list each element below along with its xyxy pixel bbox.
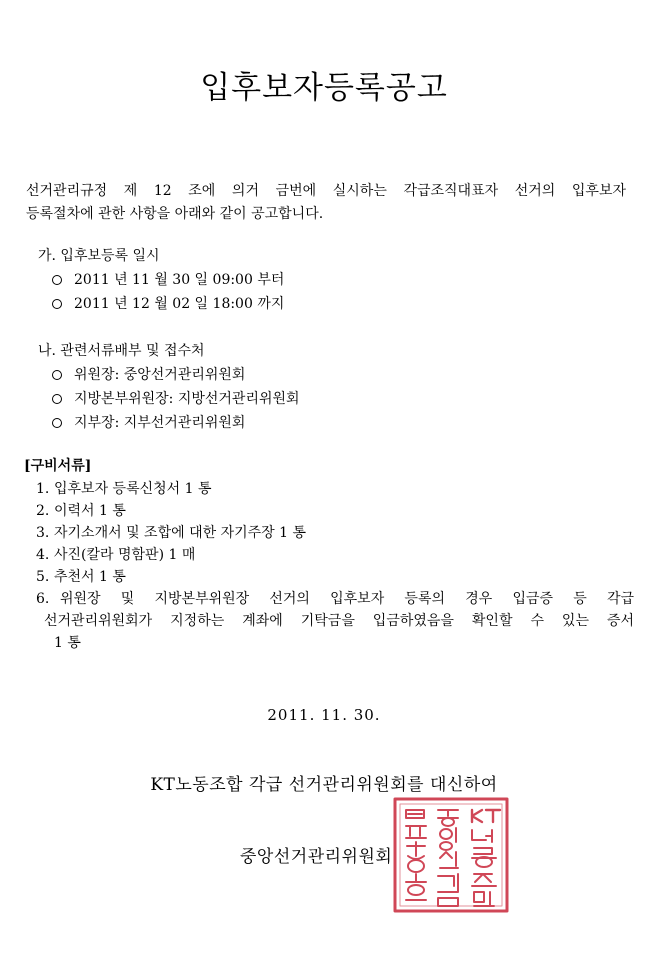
item-text-line-2: 선거관리위원회가 지정하는 계좌에 기탁금을 입금하였음을 확인할 수 있는 증서 <box>44 613 634 629</box>
list-item-text: 2011 년 12 월 02 일 18:00 까지 <box>74 296 285 312</box>
intro-line-1: 선거관리규정 제 12 조에 의거 금번에 실시하는 각급조직대표자 선거의 입후보자 <box>26 183 626 199</box>
list-item-text: 2011 년 11 월 30 일 09:00 부터 <box>74 272 285 288</box>
list-item <box>36 522 628 544</box>
list-item-text: 지방본부위원장: 지방선거관리위원회 <box>74 391 300 407</box>
section-a-heading: 가. 입후보등록 일시 <box>38 248 160 264</box>
item-text: 이력서 1 통 <box>54 503 126 519</box>
item-number: 3. <box>36 525 50 541</box>
list-item-text: 지부장: 지부선거관리위원회 <box>74 415 246 431</box>
list-item <box>50 292 284 316</box>
item-number: 6. <box>36 591 50 607</box>
circle-bullet-icon <box>52 275 62 285</box>
list-item <box>50 363 300 387</box>
item-number: 5. <box>36 569 50 585</box>
official-seal-icon <box>392 796 510 914</box>
page-title: 입후보자등록공고 <box>200 70 448 106</box>
item-text: 사진(칼라 명함판) 1 매 <box>54 547 196 563</box>
on-behalf-line: KT노동조합 각급 선거관리위원회를 대신하여 <box>150 775 498 795</box>
list-item <box>36 588 634 654</box>
item-number: 1. <box>36 481 50 497</box>
circle-bullet-icon <box>52 418 62 428</box>
list-item <box>36 566 628 588</box>
list-item <box>50 268 284 292</box>
circle-bullet-icon <box>52 394 62 404</box>
requirements-heading: [구비서류] <box>24 458 92 474</box>
committee-name: 중앙선거관리위원회 <box>240 847 393 867</box>
item-text <box>44 588 634 654</box>
announcement-date: 2011. 11. 30. <box>267 706 381 724</box>
circle-bullet-icon <box>52 299 62 309</box>
item-number: 2. <box>36 503 50 519</box>
item-text: 추천서 1 통 <box>54 569 126 585</box>
list-item <box>36 478 628 500</box>
list-item <box>36 500 628 522</box>
item-text: 자기소개서 및 조합에 대한 자기주장 1 통 <box>54 525 306 541</box>
list-item <box>50 411 300 435</box>
section-b-list <box>50 363 300 435</box>
list-item <box>50 387 300 411</box>
intro-line-2: 등록절차에 관한 사항을 아래와 같이 공고합니다. <box>26 206 324 222</box>
section-b-heading: 나. 관련서류배부 및 접수처 <box>38 343 205 359</box>
list-item <box>36 544 628 566</box>
requirements-list <box>36 478 634 654</box>
circle-bullet-icon <box>52 370 62 380</box>
item-text: 입후보자 등록신청서 1 통 <box>54 481 212 497</box>
item-text-line-3: 1 통 <box>54 635 81 651</box>
list-item-text: 위원장: 중앙선거관리위원회 <box>74 367 246 383</box>
item-text-line-1: 위원장 및 지방본부위원장 선거의 입후보자 등록의 경우 입금증 등 각급 <box>60 591 634 607</box>
section-a-list <box>50 268 284 316</box>
item-number: 4. <box>36 547 50 563</box>
intro-paragraph <box>26 180 626 226</box>
